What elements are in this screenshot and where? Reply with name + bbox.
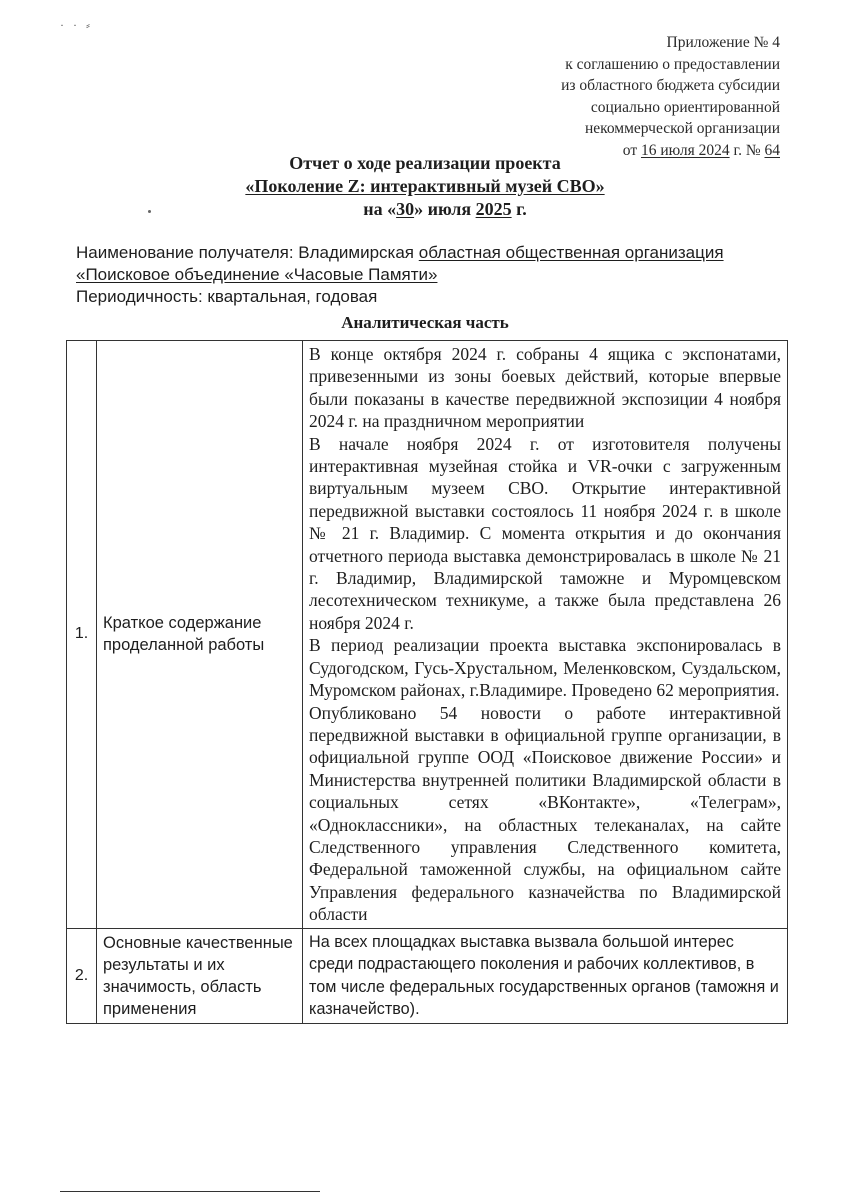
project-name: «Поколение Z: интерактивный музей СВО» bbox=[245, 176, 605, 196]
appendix-header bbox=[420, 32, 780, 161]
row-number: 2. bbox=[67, 928, 97, 1023]
scan-artifact-mark: · · ⸗ bbox=[60, 18, 93, 32]
appendix-date-mid: г. № bbox=[733, 141, 761, 159]
title-line: Отчет о ходе реализации проекта bbox=[289, 153, 561, 173]
row-label: Краткое содержание проделанной работы bbox=[97, 341, 303, 929]
row-label: Основные качественные результаты и их значимость, область применения bbox=[97, 928, 303, 1023]
row-content bbox=[303, 928, 788, 1023]
content-paragraph: Опубликовано 54 новости о работе интерактивной передвижной выставки в официальной группе организации, в официальной группе ООД «Поисковое движение России» и Министерства внутренней политики Владимирской области в социальных сетях «ВКонтакте», «Телеграм», «Одноклассники», на областных телеканалах, на сайте Следственного управления Следственного комитета, Федеральной таможенной службы, на официальном сайте Управления федерального казначейства по Владимирской области bbox=[309, 702, 781, 925]
page-bottom-rule bbox=[60, 1191, 320, 1192]
agreement-date: 16 июля 2024 bbox=[640, 141, 730, 159]
content-paragraph: На всех площадках выставка вызвала большой интерес среди подрастающего поколения и рабочих коллективов, в том числе федеральных государственных органов (таможня и казначейство). bbox=[309, 932, 779, 1019]
content-paragraph: В период реализации проекта выставка экспонировалась в Судогодском, Гусь-Хрустальном, Меленковском, Суздальском, Муромском районах, г.Владимире. Проведено 62 мероприятия. bbox=[309, 635, 781, 701]
agreement-number: 64 bbox=[764, 141, 780, 159]
appendix-line: некоммерческой организации bbox=[584, 120, 780, 137]
recipient-info bbox=[76, 242, 780, 308]
appendix-line: из областного бюджета субсидии bbox=[561, 77, 780, 94]
recipient-line bbox=[76, 242, 780, 264]
row-content bbox=[303, 341, 788, 929]
recipient-name-part2: «Поисковое объединение «Часовые Памяти» bbox=[76, 265, 438, 284]
table-row bbox=[67, 341, 788, 929]
appendix-line: к соглашению о предоставлении bbox=[565, 55, 780, 73]
periodicity: Периодичность: квартальная, годовая bbox=[76, 287, 378, 306]
recipient-line bbox=[76, 264, 780, 286]
table-row bbox=[67, 928, 788, 1023]
content-paragraph: В начале ноября 2024 г. от изготовителя получены интерактивная музейная стойка и VR-очки с загруженным виртуальным музеем СВО. Открытие интерактивной передвижной выставки состоялось 11 ноября 2024 г. в школе № 21 г. Владимир. С момента открытия и до окончания отчетного периода выставка демонстрировалась в школе № 21 г. Владимир, Владимирской таможне и Муромцевском лесотехническом техникуме, а также была представлена 26 ноября 2024 г. bbox=[309, 433, 781, 633]
content-paragraph: В конце октября 2024 г. собраны 4 ящика с экспонатами, привезенными из зоны боевых действий, которые впервые были показаны в качестве передвижной экспозиции 4 ноября 2024 г. на праздничном мероприятии bbox=[309, 344, 781, 432]
report-date bbox=[0, 198, 850, 221]
appendix-number: Приложение № 4 bbox=[666, 34, 780, 51]
report-title bbox=[0, 152, 850, 221]
report-month: » июля bbox=[414, 199, 472, 219]
appendix-line: социально ориентированной bbox=[590, 98, 780, 116]
analytics-table bbox=[66, 340, 788, 1024]
report-date-suffix: г. bbox=[516, 199, 527, 219]
recipient-label: Наименование получателя: Владимирская bbox=[76, 243, 415, 262]
row-number: 1. bbox=[67, 341, 97, 929]
appendix-date-prefix: от bbox=[622, 141, 638, 159]
report-date-prefix: на « bbox=[363, 199, 397, 219]
section-title: Аналитическая часть bbox=[341, 313, 509, 332]
report-day: 30 bbox=[396, 199, 415, 219]
recipient-name-part1: областная общественная организация bbox=[418, 243, 724, 262]
report-year: 2025 bbox=[475, 199, 512, 219]
